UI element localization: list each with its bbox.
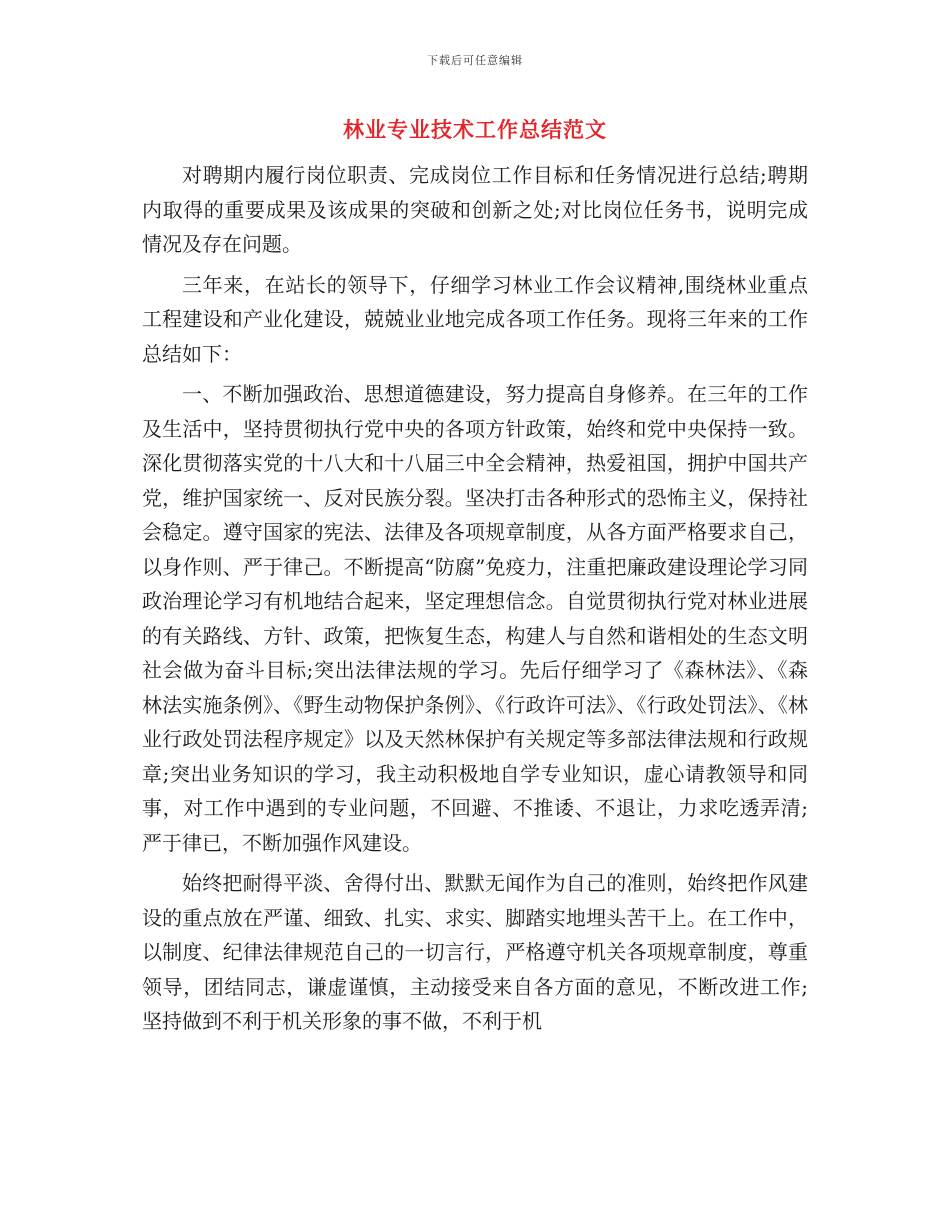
document-body bbox=[142, 158, 808, 1045]
paragraph-3: 一、不断加强政治、思想道德建设，努力提高自身修养。在三年的工作及生活中，坚持贯彻执行党中央的各项方针政策，始终和党中央保持一致。深化贯彻落实党的十八大和十八届三中全会精神，热爱祖国，拥护中国共产党，维护国家统一、反对民族分裂。坚决打击各种形式的恐怖主义，保持社会稳定。遵守国家的宪法、法律及各项规章制度，从各方面严格要求自己，以身作则、严于律己。不断提高“防腐”免疫力，注重把廉政建设理论学习同政治理论学习有机地结合起来，坚定理想信念。自觉贯彻执行党对林业进展的有关路线、方针、政策，把恢复生态，构建人与自然和谐相处的生态文明社会做为奋斗目标;突出法律法规的学习。先后仔细学习了《森林法》、《森林法实施条例》、《野生动物保护条例》、《行政许可法》、《行政处罚法》、《林业行政处罚法程序规定》以及天然林保护有关规定等多部法律法规和行政规章;突出业务知识的学习，我主动积极地自学专业知识，虚心请教领导和同事，对工作中遇到的专业问题，不回避、不推诿、不退让，力求吃透弄清;严于律已，不断加强作风建设。 bbox=[142, 382, 808, 855]
header-note: 下载后可任意编辑 bbox=[427, 54, 523, 67]
paragraph-1: 对聘期内履行岗位职责、完成岗位工作目标和任务情况进行总结;聘期内取得的重要成果及该成果的突破和创新之处;对比岗位任务书，说明完成情况及存在问题。 bbox=[142, 163, 808, 256]
document-title: 林业专业技术工作总结范文 bbox=[343, 118, 607, 142]
paragraph-4: 始终把耐得平淡、舍得付出、默默无闻作为自己的准则，始终把作风建设的重点放在严谨、细致、扎实、求实、脚踏实地埋头苦干上。在工作中，以制度、纪律法律规范自己的一切言行，严格遵守机关各项规章制度，尊重领导，团结同志，谦虚谨慎，主动接受来自各方面的意见，不断改进工作;坚持做到不利于机关形象的事不做，不利于机 bbox=[142, 871, 808, 1033]
paragraph-2: 三年来，在站长的领导下，仔细学习林业工作会议精神,围绕林业重点工程建设和产业化建设，兢兢业业地完成各项工作任务。现将三年来的工作总结如下： bbox=[142, 272, 808, 366]
